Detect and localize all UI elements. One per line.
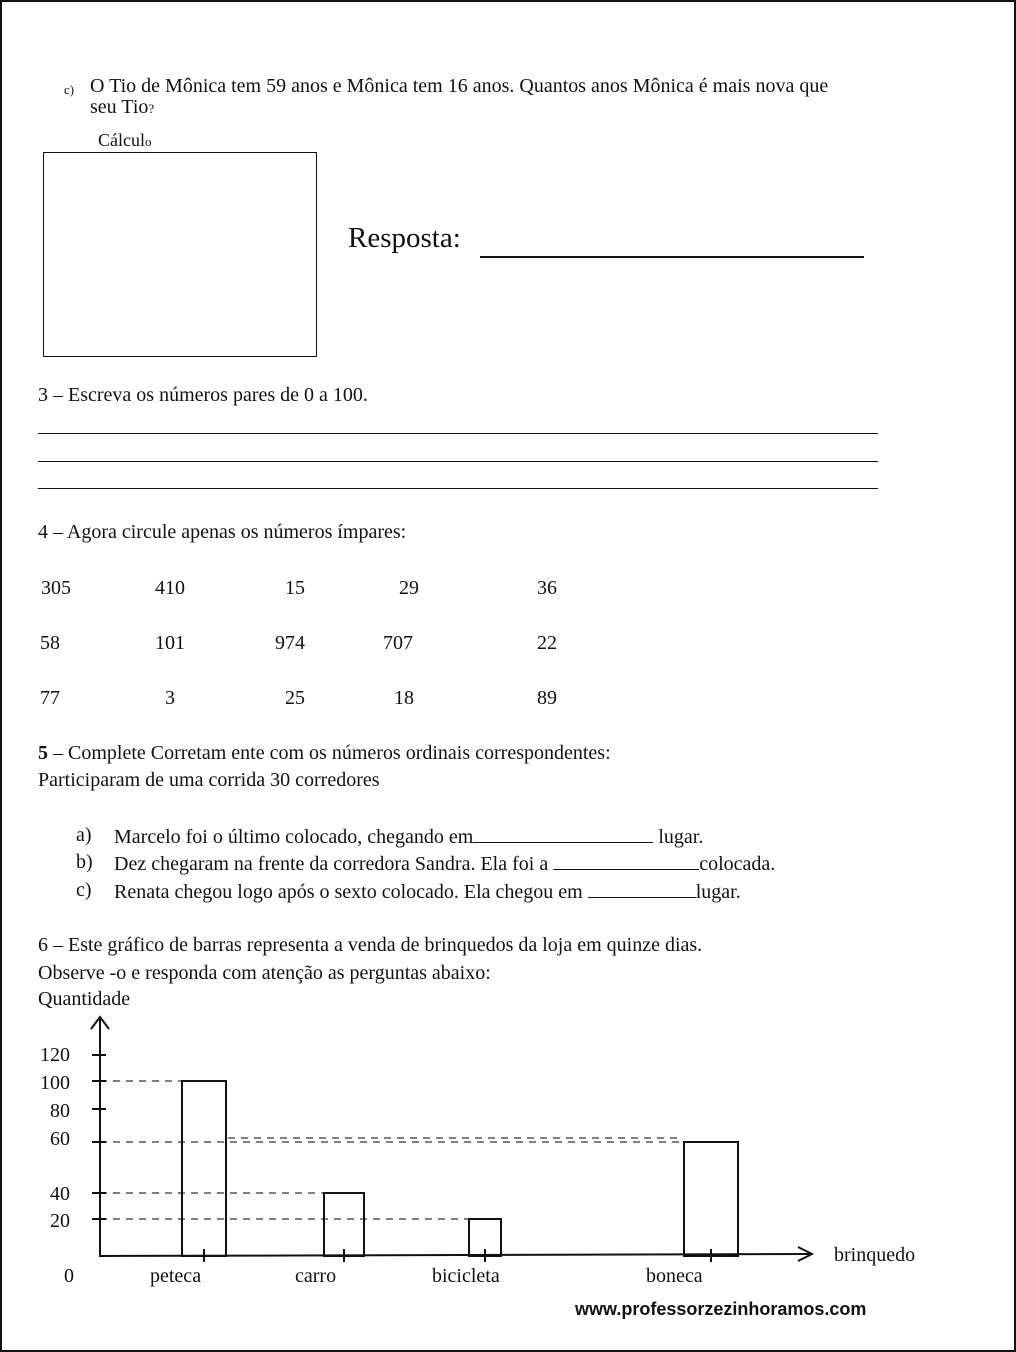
q5-item-b: Dez chegaram na frente da corredora Sandra. Ela foi a colocada. xyxy=(114,853,776,875)
footer-url[interactable]: www.professorzezinhoramos.com xyxy=(575,1299,867,1319)
bar-boneca xyxy=(684,1142,738,1256)
q2c-text-line1: O Tio de Mônica tem 59 anos e Mônica tem 16 anos. Quantos anos Mônica é mais nova que xyxy=(90,75,829,97)
writing-line-1[interactable] xyxy=(38,433,878,434)
chart-ticks xyxy=(92,1055,711,1262)
y-tick-label: 20 xyxy=(50,1210,70,1232)
q4-title: 4 – Agora circule apenas os números ímpares: xyxy=(38,521,407,543)
q2c-letter: c) xyxy=(64,82,75,97)
number-item[interactable]: 58 xyxy=(40,632,60,654)
y-tick-label: 100 xyxy=(40,1072,70,1094)
answer-blank[interactable] xyxy=(473,824,653,843)
q6-line1: 6 – Este gráfico de barras representa a venda de brinquedos da loja em quinze dias. xyxy=(38,934,703,956)
chart-guides xyxy=(100,1081,684,1219)
writing-line-2[interactable] xyxy=(38,461,878,462)
x-tick-label: boneca xyxy=(646,1265,703,1287)
number-item[interactable]: 3 xyxy=(165,687,175,709)
answer-label: Resposta: xyxy=(348,222,461,254)
bar-chart xyxy=(2,1007,1002,1297)
number-item[interactable]: 89 xyxy=(537,687,557,709)
number-item[interactable]: 101 xyxy=(155,632,185,654)
chart-y-label: Quantidade xyxy=(38,988,131,1010)
answer-line[interactable] xyxy=(480,256,864,258)
answer-blank[interactable] xyxy=(553,851,699,870)
q5-item-c: Renata chegou logo após o sexto colocado. Ela chegou em lugar. xyxy=(114,881,741,903)
number-item[interactable]: 974 xyxy=(275,632,305,654)
answer-blank[interactable] xyxy=(588,879,696,898)
chart-bars xyxy=(182,1081,738,1256)
q5-item-a-letter: a) xyxy=(76,824,92,846)
number-item[interactable]: 15 xyxy=(285,577,305,599)
calc-label: Cálculo xyxy=(98,130,152,150)
y-tick-label: 120 xyxy=(40,1044,70,1066)
q2c-text-line2: seu Tio? xyxy=(90,96,155,118)
number-item[interactable]: 22 xyxy=(537,632,557,654)
y-tick-label: 0 xyxy=(64,1265,74,1287)
y-tick-label: 60 xyxy=(50,1128,70,1150)
number-item[interactable]: 410 xyxy=(155,577,185,599)
chart-x-label: brinquedo xyxy=(834,1244,916,1266)
q3-title: 3 – Escreva os números pares de 0 a 100. xyxy=(38,384,368,406)
q5-item-b-letter: b) xyxy=(76,851,93,873)
q5-item-a: Marcelo foi o último colocado, chegando em lugar. xyxy=(114,826,704,848)
x-tick-label: peteca xyxy=(150,1265,202,1287)
bar-peteca xyxy=(182,1081,226,1256)
bar-carro xyxy=(324,1193,364,1256)
number-item[interactable]: 77 xyxy=(40,687,60,709)
q6-line2: Observe -o e responda com atenção as perguntas abaixo: xyxy=(38,962,491,984)
y-tick-label: 80 xyxy=(50,1100,70,1122)
q5-item-c-letter: c) xyxy=(76,879,92,901)
calculation-box[interactable] xyxy=(43,152,317,357)
q5-title: 5 – Complete Corretam ente com os números ordinais correspondentes: xyxy=(38,742,611,764)
x-tick-label: bicicleta xyxy=(432,1265,500,1287)
number-item[interactable]: 18 xyxy=(394,687,414,709)
number-item[interactable]: 25 xyxy=(285,687,305,709)
y-tick-label: 40 xyxy=(50,1183,70,1205)
number-item[interactable]: 305 xyxy=(41,577,71,599)
q5-subtitle: Participaram de uma corrida 30 corredores xyxy=(38,769,380,791)
number-item[interactable]: 36 xyxy=(537,577,557,599)
number-item[interactable]: 707 xyxy=(383,632,413,654)
x-tick-label: carro xyxy=(295,1265,337,1287)
writing-line-3[interactable] xyxy=(38,488,878,489)
number-item[interactable]: 29 xyxy=(399,577,419,599)
